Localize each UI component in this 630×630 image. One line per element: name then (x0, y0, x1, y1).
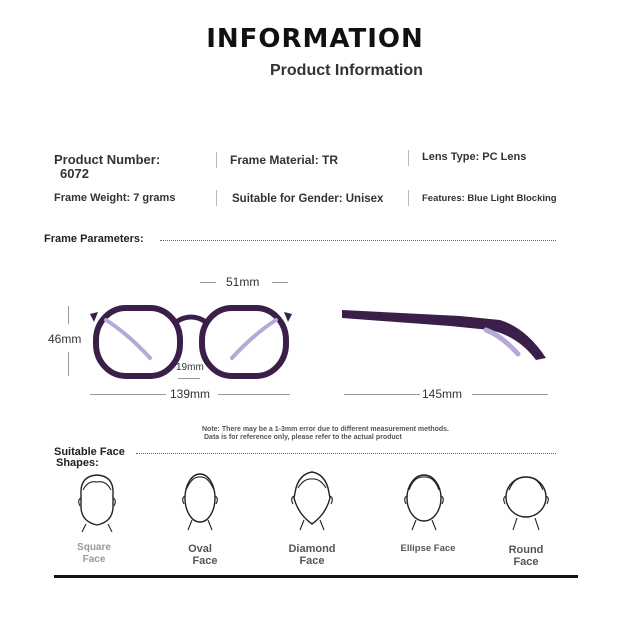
measurement-note: Note: There may be a 1-3mm error due to different measurement methods. (202, 426, 450, 433)
dimension-line (200, 282, 216, 283)
frame-width: 139mm (170, 387, 211, 401)
lens-type: Lens Type: PC Lens (422, 151, 527, 163)
square-face-icon (72, 470, 122, 532)
temple-side-icon (340, 306, 550, 366)
spec-divider (408, 190, 409, 206)
dimension-line (344, 394, 420, 395)
face-label-line: Face (513, 556, 539, 568)
face-label-round (494, 544, 558, 568)
frame-material: Frame Material: TR (230, 153, 339, 167)
face-label-line: Square (77, 542, 111, 553)
face-label-line: Round (508, 544, 544, 556)
dimension-line (68, 306, 69, 324)
face-label-diamond (278, 543, 346, 567)
oval-face-icon (176, 468, 224, 532)
product-number-value: 6072 (60, 166, 89, 181)
dimension-line (68, 352, 69, 376)
bottom-divider (54, 575, 578, 578)
bridge-width: 19mm (176, 362, 204, 373)
face-label-line: Face (192, 555, 218, 567)
dimension-line (178, 378, 200, 379)
dimension-line (472, 394, 548, 395)
frame-parameters-label: Frame Parameters: (44, 233, 144, 245)
gender: Suitable for Gender: Unisex (232, 193, 384, 205)
dimension-line (90, 394, 166, 395)
features: Features: Blue Light Blocking (422, 193, 557, 204)
face-label-line: Face (82, 554, 106, 565)
spec-divider (408, 150, 409, 166)
product-number-label: Product Number: (54, 152, 161, 167)
dimension-line (272, 282, 288, 283)
spec-divider (216, 152, 217, 168)
page-title: INFORMATION (206, 24, 424, 54)
face-shapes-label: Suitable Face (54, 446, 125, 458)
lens-width: 51mm (226, 275, 260, 289)
face-shapes-label-line2: Shapes: (56, 457, 99, 469)
face-label-line: Face (299, 555, 325, 567)
frame-weight: Frame Weight: 7 grams (54, 192, 176, 204)
face-label-line: Diamond (288, 543, 336, 555)
face-label-line: Oval (188, 543, 212, 555)
face-label-line: Ellipse Face (400, 543, 456, 554)
dimension-line (218, 394, 290, 395)
temple-length: 145mm (422, 387, 463, 401)
page-subtitle: Product Information (270, 62, 423, 79)
face-label-ellipse (388, 543, 468, 555)
face-label-square (62, 542, 126, 566)
ellipse-face-icon (400, 468, 448, 532)
lens-height: 46mm (48, 332, 82, 346)
dotted-divider (136, 453, 556, 454)
spec-divider (216, 190, 217, 206)
dotted-divider (160, 240, 556, 241)
face-label-oval (168, 543, 232, 567)
round-face-icon (500, 468, 552, 532)
measurement-note-line2: Data is for reference only, please refer to the actual product (204, 434, 402, 441)
diamond-face-icon (288, 468, 336, 532)
